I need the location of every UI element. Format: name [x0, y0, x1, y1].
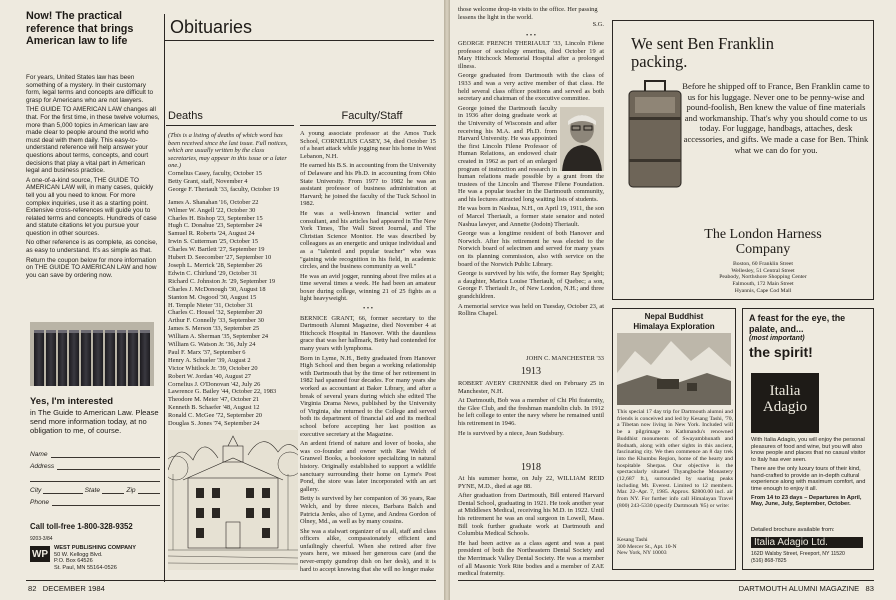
suitcase-illustration — [623, 77, 685, 193]
death-entry: Paul F. Marx '37, September 6 — [168, 348, 246, 356]
death-entry: Joseph L. Merrick '28, September 26 — [168, 261, 263, 269]
italia-adagio-logo: Italia Adagio — [751, 373, 819, 433]
faculty-staff-heading: Faculty/Staff — [341, 110, 403, 122]
nepal-ad — [612, 308, 736, 570]
west-publishing-logo: WP — [30, 546, 50, 562]
harness-addresses: Boston, 60 Franklin Street Wellesley, 51 Central Street Peabody, Northshore Shopping Center Falmouth, 172 Main Street Hyannis, Cape Cod Mall — [719, 261, 807, 294]
law-books-image — [30, 322, 154, 386]
death-entry: Ronald C. McGee '72, September 20 — [168, 412, 262, 420]
italia-headline: A feast for the eye, the palate, and... (most important) the spirit! — [749, 313, 846, 360]
coupon-body: in The Guide to American Law. Please send more information today, at no obligation to me, of course. — [30, 408, 159, 435]
death-entry: Betty Grant, staff, November 4 — [168, 177, 248, 185]
deaths-intro: (This is a listing of deaths of which word has been received since the last issue. Full notices, which are usually written by the class secretaries, may appear in this issue or a later one.) — [168, 132, 288, 170]
death-entry: Theodore M. Meier '47, October 21 — [168, 396, 260, 404]
faculty-staff-text: A young associate professor at the Amos Tuck School, CORNELIUS CASEY, 34, died October 15 of a heart attack while jogging near his home in West Lebanon, N.H. He earned his B.S. in accounting from the University of Delaware and his Ph.D. in accounting from Ohio State University. From 1977 to 1982 he was an assistant professor of business administration at Harvard; he joined the faculty of the Tuck School in 1982. He was a well-known financial writer and consultant, and his articles had appeared in The New York Times, The Wall Street Journal, and The Christian Science Monitor. He was described by colleagues as an energetic and unique individual and as a "talented and popular teacher" who was "gaining wide recognition in his field, in academic circles, and the business community as well." He was an avid jogger, running about five miles at a time several times a week. He had been an amateur boxer during college, winning 21 of 25 fights as a light heavyweight. • • • BERNICE GRANT, 66, former secretary to the Dartmouth Alumni Magazine, died November 4 at Hitchcock Hospital in Hanover. With the dauntless grace that was her hallmark, Betty had contended for many years with lymphoma. Born in Lyme, N.H., Betty graduated from Hanover High School and then began a working relationship with Dartmouth that by the time of her retirement in 1982 had spanned four decades. For many years she worked as accountant at Baker Library, and after a break of several years during which she edited The Virginia Drama News, published by the University of Virginia, she returned to the College and served both its department of financial aid and its medical school before accepting her last position as executive secretary at the Magazine. An ardent friend of nature and lover of books, she was co-founder and owner with Rae Welch of Granwel Books, a bookstore specializing in natural history. Originally established to support a wildlife sanctuary surrounding their home on Lyme's Post Pond, the store was later incorporated with an art gallery. Betty is survived by her companion of 36 years, Rae Welch, and by three nieces, Barbara Balch and Patricia Jenks, also of Lyme, and Andrea Gordon of Olney, Md., as well as by many cousins. She was a stalwart organizer of us all, staff and class officers alike, compassionately efficient and unfailingly cheerful. When she retired after five years here, we missed her generous care (and the never-empty gumdrop dish on her desk), and it is hard to accept knowing that she will no longer make — [300, 130, 436, 573]
italia-body: With Italia Adagio, you will enjoy the personal pleasures of food and wine, but you will also know people and places that no casual visitor to Italy has ever seen. There are the only luxury tours of their kind, hand-crafted to provide an in-depth cultural experience along with maximum comfort, and time enough to enjoy it all. From 14 to 23 days – Departures in April, May, June, July, September, October. — [751, 437, 866, 508]
zip-field[interactable] — [138, 493, 160, 494]
obit-1913: ROBERT AVERY CRENNER died on February 25 in Manchester, N.H. At Dartmouth, Bob was a member of Chi Phi fraternity, the Glee Club, and the freshman mandolin club. In 1912 he left college to enter the navy where he remained until his retirement in 1946. He is survived by a niece, Jean Sudsbury. — [458, 380, 604, 437]
death-entry: Henry A. Schueler '39, August 2 — [168, 356, 251, 364]
italia-adagio-ad — [742, 308, 874, 570]
death-entry: Arthur F. Connelly '33, September 30 — [168, 317, 264, 325]
theriault-obituary: GEORGE FRENCH THERIAULT '33, Lincoln Filene professor of sociology emeritus, died October 19 at Mary Hitchcock Memorial Hospital after a prolonged illness. George graduated from Dartmouth with the class of 1933 and was a very active member of that class. He held several class officer positions and served as both secretary and chairman of the executive committee. George joined the Dartmouth faculty in 1936 after doing graduate work at the University of Wisconsin and after receiving his M.A. and Ph.D. from Harvard University. He was appointed the first Lincoln Filene Professor of Human Relations, an endowed chair created in 1962 as part of an enlarged program of instruction and research in human relations made possible by a grant from the trustees of the Lincoln and Therese Filene Foundation. He was a popular teacher in the Dartmouth community, and his lectures attracted long waiting lists of students. He was born in Nashua, N.H., on April 19, 1911, the son of Marcel Theriault, a former state senator and noted Nashua lawyer, and Annette (Jodoin) Theriault. George was a longtime resident of both Hanover and Norwich. After his retirement he was elected to the Norwich board of selectmen and served for many years on its planning commission, also with service on the board of the Norwich Public Library. George is survived by his wife, the former Ray Speight; a daughter, Marica Louise Theriault, of Quebec; a son, George F. Theriault Jr., of New London, N.H.; and three grandchildren. A memorial service was held on Tuesday, October 23, at Rollins Chapel. — [458, 40, 604, 318]
city-field[interactable] — [43, 493, 82, 494]
italia-brand: Italia Adagio Ltd. — [751, 537, 863, 548]
italia-brochure-note: Detailed brochure available from: — [751, 527, 835, 533]
death-entry: James S. Merson '33, September 25 — [168, 325, 260, 333]
death-entry: Charles H. Bishop '23, September 15 — [168, 214, 263, 222]
theriault-signature: JOHN C. MANCHESTER '33 — [526, 355, 604, 362]
death-entry: Lawrence G. Bailey '44, October 22, 1983 — [168, 388, 277, 396]
death-entry: Kenneth B. Schaefer '48, August 12 — [168, 404, 260, 412]
death-entry: Charles C. Housel '32, September 20 — [168, 309, 263, 317]
coupon-code: 9203-3/84 — [30, 536, 53, 542]
death-entry: William G. Watson Jr. '36, July 24 — [168, 341, 256, 349]
death-entry: Samuel R. Roberts '24, August 24 — [168, 230, 255, 238]
coupon-title: Yes, I'm interested — [30, 396, 114, 407]
law-ad-para: For years, United States law has been something of a mystery. In their customary form, legal terms and concepts are difficult to grasp for Americans who are not lawyers. — [26, 74, 154, 104]
death-entry: Edwin C. Chirlund '29, October 31 — [168, 269, 258, 277]
death-entry: Cornelius Casey, faculty, October 15 — [168, 170, 262, 177]
address-field[interactable] — [57, 469, 160, 470]
italia-address: 162D Walsby Street, Freeport, NY 11520 (516) 868-7825 — [751, 551, 845, 564]
theriault-portrait — [560, 107, 604, 171]
london-harness-ad — [612, 20, 874, 300]
left-page — [0, 0, 444, 600]
death-entry: Charles J. McDonough '30, August 18 — [168, 285, 266, 293]
death-entry: H. Temple Nieter '31, October 31 — [168, 301, 254, 309]
deaths-list — [168, 170, 296, 432]
obituaries-title: Obituaries — [170, 17, 253, 37]
nepal-body: This special 17 day trip for Dartmouth alumni and friends is conceived and led by Kesang Tashi, '70, a Tibetan now living in New York. Included will be a pilgrimage to Kathmandu's renowned Buddhist monuments of Swayambhunath and Bodnath, along with other sights in this ancient, fascinating city. We then commence an 8 day trek into the Khumbu Region, home of the hearty and hospitable Sherpas. Our objective is the spectacularly situated Thyangboche Monastery (12,687 ft.), surrounded by soaring peaks including Mt. Everest. Limited to 12 members. Mar. 22–Apr. 7, 1985. Approx. $2800.00 incl. air from NY. For further info call Himalayan Travel (800) 243-5330 (specify Dartmouth '85) or write: — [617, 409, 733, 509]
deaths-heading: Deaths — [168, 110, 203, 122]
obit-1918: At his summer home, on July 22, WILLIAM REID PYNE, M.D., died at age 88. After graduation from Dartmouth, Bill entered Harvard Dental School, graduating in 1921. He took another year at Middlesex Medical, receiving his M.D. in 1922. Until his retirement he was an oral surgeon in Lowell, Mass. Bill took further graduate work at Dartmouth and Columbia Medical Schools. He had been active as a class agent and was a past president of both the Northeastern Dental Society and the Merrimack Valley Dental Society. He was a member of all Masonic York Rite bodies and a member of ZAE medical fraternity. — [458, 475, 604, 578]
death-entry: William A. Sherman '35, September 24 — [168, 333, 269, 341]
harness-body: Before he shipped off to France, Ben Franklin came to us for his luggage. Never one to be penny-wise and pound-foolish, Ben knew the value of fine materials and workmanship. That's why you should come to us today. For luggage, handbags, attaches, desk accessories, and gifts. We made a case for Ben. Think what we can do for you. — [682, 81, 870, 155]
state-field[interactable] — [102, 493, 124, 494]
death-entry: Hugh C. Donahue '23, September 24 — [168, 222, 262, 230]
death-entry: Irwin S. Cutterman '25, October 15 — [168, 238, 259, 246]
nepal-contact: Kesang Tashi 300 Mercer St., Apt. 10-N New York, NY 10003 — [617, 537, 677, 557]
nepal-title: Nepal Buddhist Himalaya Exploration — [633, 312, 715, 331]
himalaya-photo — [617, 333, 731, 405]
harness-brand: The London Harness Company — [704, 227, 822, 257]
building-illustration — [168, 430, 298, 570]
year-1913: 1913 — [521, 366, 541, 377]
address-line-2[interactable] — [30, 481, 160, 482]
death-entry: Hubert D. Seecomber '27, September 10 — [168, 254, 272, 262]
publisher-block: WEST PUBLISHING COMPANY 50 W. Kellogg Blvd. P.O. Box 64526 St. Paul, MN 55164-0526 — [54, 545, 136, 571]
law-ad-para: THE GUIDE TO AMERICAN LAW changes all that. For the first time, in these twelve volumes, more than 5,000 topics in American law are made clear to people around the world who must deal with them daily. This easy-to-understand reference will help answer your questions about terms, concepts, and court decisions that play a vital part in American legal and business practice. — [26, 106, 160, 175]
death-entry: Douglas S. Jones '74, September 24 — [168, 420, 260, 428]
obit-continued: those welcome drop-in visits to the office. Her passing lessens the light in the world. S.G. • • • — [458, 6, 604, 39]
page-footer-right: DARTMOUTH ALUMNI MAGAZINE 83 — [738, 584, 874, 593]
death-entry: Wilmer W. Angell '22, October 30 — [168, 206, 256, 214]
harness-headline: We sent Ben Franklin packing. — [631, 34, 775, 71]
toll-free-phone: Call toll-free 1-800-328-9352 — [30, 522, 133, 531]
death-entry: Robert W. Jordan '40, August 27 — [168, 372, 251, 380]
law-ad-headline: Now! The practical reference that brings American law to life — [26, 10, 134, 48]
coupon-form: Name Address City State Zip Phone — [30, 446, 160, 506]
law-ad-body — [26, 74, 160, 322]
right-page — [450, 0, 896, 600]
law-ad-para: Return the coupon below for more information on THE GUIDE TO AMERICAN LAW and how you can save by ordering now. — [26, 256, 157, 279]
phone-field[interactable] — [52, 505, 160, 506]
page-footer-left: 82 DECEMBER 1984 — [28, 584, 105, 593]
law-ad-para: A one-of-a-kind source, THE GUIDE TO AMERICAN LAW will, in many cases, quickly tell you all you need to know. For more complex inquiries, use it as a starting point. Extensive cross-references will guide you to related terms and concepts. Hundreds of case and statute citations let you pursue your question in other sources. — [26, 176, 157, 237]
death-entry: James A. Shanahan '16, October 22 — [168, 198, 259, 206]
death-entry: Cornelius J. O'Donovan '42, July 26 — [168, 380, 261, 388]
name-field[interactable] — [51, 457, 160, 458]
death-entry: Stanton M. Osgood '30, August 15 — [168, 293, 257, 301]
law-ad-para: No other reference is as complete, as concise, as easy to understand. It's as simple as that. — [26, 239, 158, 255]
year-1918: 1918 — [521, 462, 541, 473]
death-entry: George F. Theriault '33, faculty, October 19 — [168, 185, 280, 193]
death-entry: Charles W. Bartlett '27, September 19 — [168, 246, 265, 254]
death-entry: Victor Whitlock Jr. '39, October 20 — [168, 364, 258, 372]
death-entry: Richard C. Johnston Jr. '29, September 19 — [168, 277, 276, 285]
